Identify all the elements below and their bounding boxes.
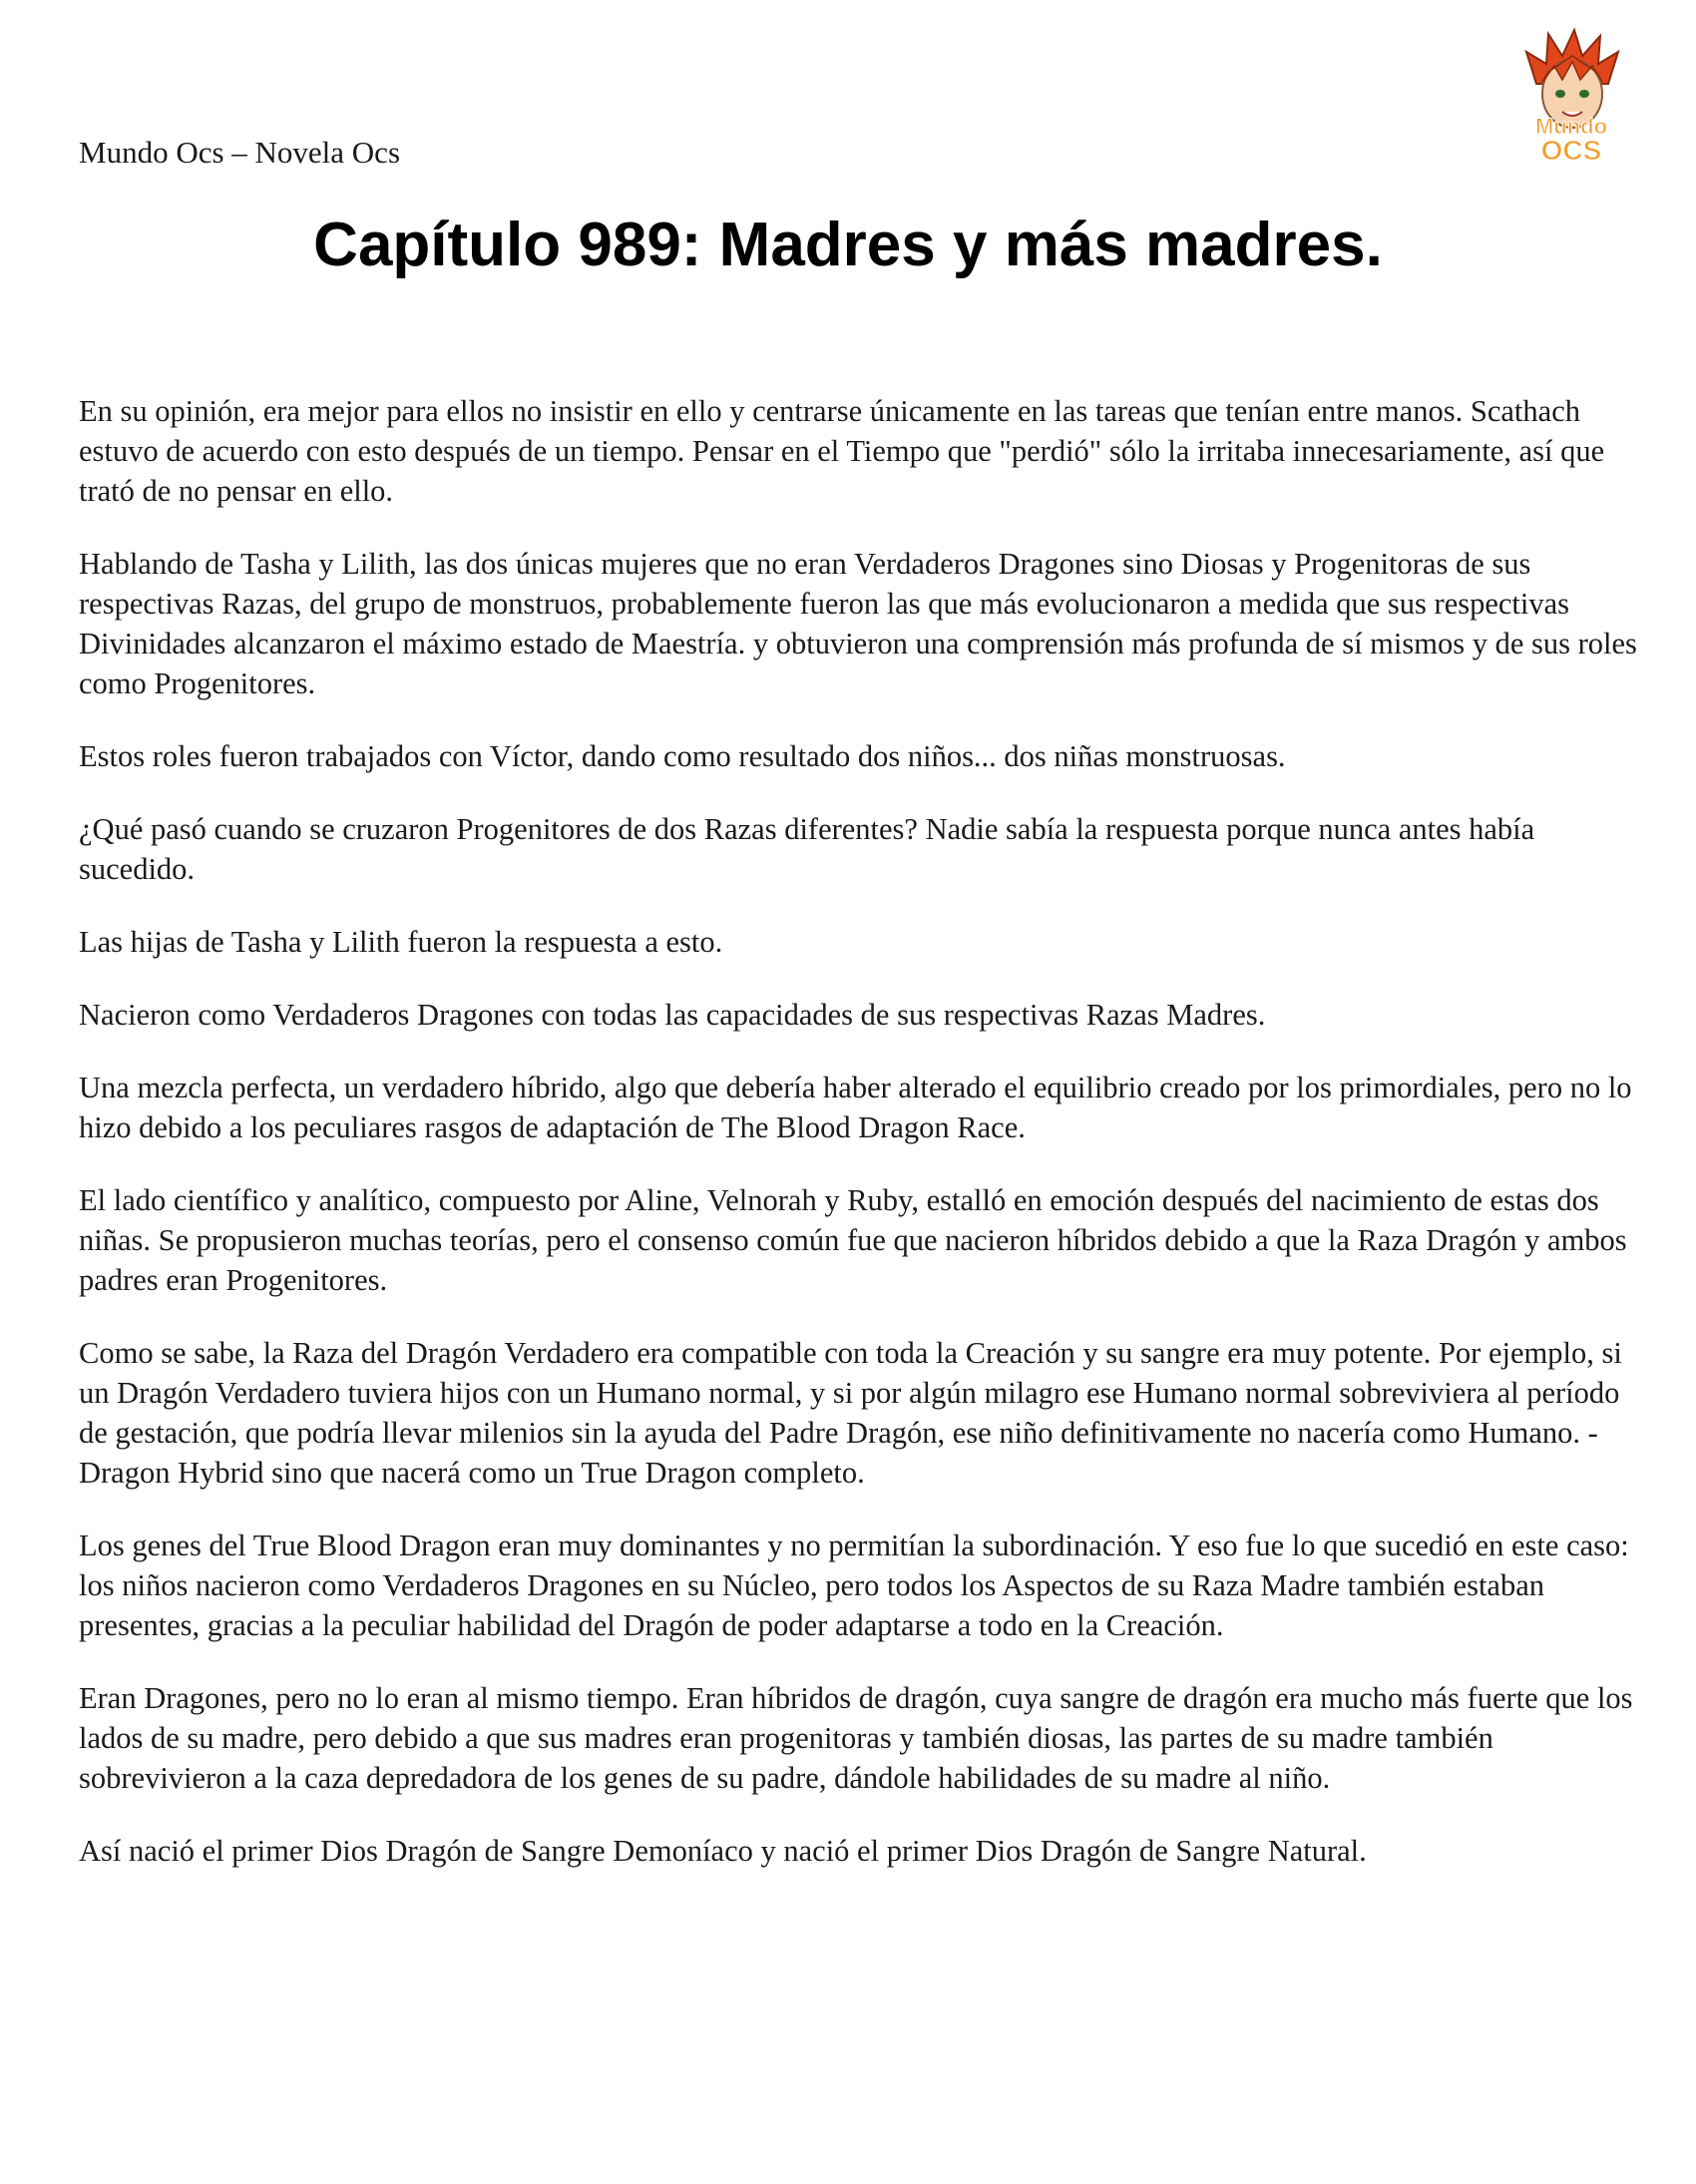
chapter-title: Capítulo 989: Madres y más madres. <box>313 211 1383 279</box>
paragraph: Los genes del True Blood Dragon eran muy dominantes y no permitían la subordinación. Y eso fue lo que sucedió en este caso: los niños nacieron como Verdaderos Dragones en su Núcleo, pero todos los Aspectos de su Raza Madre también estaban presentes, gracias a la peculiar habilidad del Dragón de poder adaptarse a todo en la Creación. <box>79 1529 1629 1642</box>
paragraph: ¿Qué pasó cuando se cruzaron Progenitores de dos Razas diferentes? Nadie sabía la respuesta porque nunca antes había sucedido. <box>79 812 1535 886</box>
logo-text-line2: OCS <box>1540 135 1602 166</box>
paragraph: Eran Dragones, pero no lo eran al mismo tiempo. Eran híbridos de dragón, cuya sangre de dragón era mucho más fuerte que los lados de su madre, pero debido a que sus madres eran progenitoras y también diosas, las partes de su madre también sobrevivieron a la caza depredadora de los genes de su padre, dándole habilidades de su madre al niño. <box>79 1681 1633 1795</box>
paragraph: El lado científico y analítico, compuesto por Aline, Velnorah y Ruby, estalló en emoción después del nacimiento de estas dos niñas. Se propusieron muchas teorías, pero el consenso común fue que nacieron híbridos debido a que la Raza Dragón y ambos padres eran Progenitores. <box>79 1183 1627 1297</box>
paragraph: Nacieron como Verdaderos Dragones con todas las capacidades de sus respectivas Razas Madres. <box>79 998 1266 1032</box>
paragraph: Como se sabe, la Raza del Dragón Verdadero era compatible con toda la Creación y su sangre era muy potente. Por ejemplo, si un Dragón Verdadero tuviera hijos con un Humano normal, y si por algún milagro ese Humano normal sobreviviera al período de gestación, que podría llevar milenios sin la ayuda del Padre Dragón, ese niño definitivamente no nacería como Humano. -Dragon Hybrid sino que nacerá como un True Dragon completo. <box>79 1336 1622 1490</box>
logo-text-line1: Mundo <box>1534 114 1608 139</box>
paragraph: Estos roles fueron trabajados con Víctor, dando como resultado dos niños... dos niñas monstruosas. <box>79 739 1286 773</box>
mundo-ocs-logo <box>1496 22 1646 172</box>
running-header: Mundo Ocs – Novela Ocs <box>79 135 401 170</box>
paragraph: Hablando de Tasha y Lilith, las dos únicas mujeres que no eran Verdaderos Dragones sino Diosas y Progenitoras de sus respectivas Razas, del grupo de monstruos, probablemente fueron las que más evolucionaron a medida que sus respectivas Divinidades alcanzaron el máximo estado de Maestría. y obtuvieron una comprensión más profunda de sí mismos y de sus roles como Progenitores. <box>79 547 1637 700</box>
paragraph: Las hijas de Tasha y Lilith fueron la respuesta a esto. <box>79 925 723 959</box>
paragraph: Así nació el primer Dios Dragón de Sangre Demoníaco y nació el primer Dios Dragón de Sangre Natural. <box>79 1834 1367 1868</box>
paragraph: En su opinión, era mejor para ellos no insistir en ello y centrarse únicamente en las tareas que tenían entre manos. Scathach estuvo de acuerdo con esto después de un tiempo. Pensar en el Tiempo que "perdió" sólo la irritaba innecesariamente, así que trató de no pensar en ello. <box>79 394 1605 508</box>
mundo-ocs-logo-icon <box>1496 22 1646 172</box>
paragraph: Una mezcla perfecta, un verdadero híbrido, algo que debería haber alterado el equilibrio creado por los primordiales, pero no lo hizo debido a los peculiares rasgos de adaptación de The Blood Dragon Race. <box>79 1071 1632 1144</box>
chapter-body <box>79 391 1655 1904</box>
